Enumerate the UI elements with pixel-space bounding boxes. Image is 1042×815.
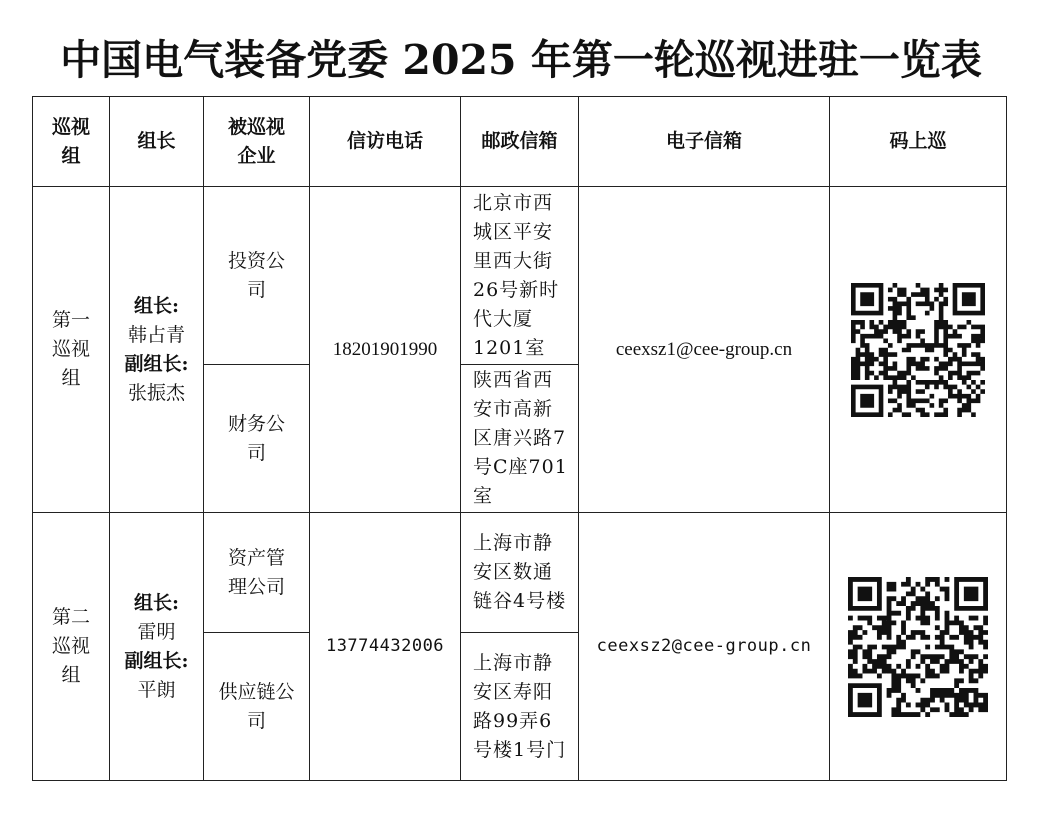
leader-label: 组长: (133, 591, 179, 614)
group-leaders (110, 187, 204, 513)
header-leader: 组长 (110, 97, 204, 187)
postal-address: 上海市静安区寿阳路99弄6号楼1号门 (461, 633, 579, 781)
deputy-label: 副组长: (124, 352, 189, 375)
header-post: 邮政信箱 (461, 97, 579, 187)
email-address: ceexsz2@cee-group.cn (579, 513, 830, 781)
header-company: 被巡视企业 (204, 97, 310, 187)
group-name: 第二巡视组 (33, 513, 110, 781)
header-group: 巡视组 (33, 97, 110, 187)
inspection-table (32, 96, 1007, 781)
company-name: 投资公司 (204, 187, 310, 365)
deputy-label: 副组长: (124, 649, 189, 672)
page-title: 中国电气装备党委 2025 年第一轮巡视进驻一览表 (60, 36, 982, 84)
leader-name: 韩占青 (127, 323, 185, 346)
group-name: 第一巡视组 (33, 187, 110, 513)
postal-address: 北京市西城区平安里西大街26号新时代大厦1201室 (461, 187, 579, 365)
deputy-name: 平朗 (137, 678, 176, 701)
leader-label: 组长: (133, 294, 179, 317)
header-row (33, 97, 1007, 187)
header-phone: 信访电话 (310, 97, 461, 187)
company-name: 供应链公司 (204, 633, 310, 781)
phone-number: 13774432006 (310, 513, 461, 781)
table-row (33, 187, 1007, 365)
qr-code-icon (848, 577, 988, 717)
postal-address: 上海市静安区数通链谷4号楼 (461, 513, 579, 633)
header-email: 电子信箱 (579, 97, 830, 187)
qr-cell (830, 513, 1007, 781)
company-name: 财务公司 (204, 365, 310, 513)
phone-number: 18201901990 (310, 187, 461, 513)
table-row (33, 513, 1007, 633)
postal-address: 陕西省西安市高新区唐兴路7号C座701室 (461, 365, 579, 513)
company-name: 资产管理公司 (204, 513, 310, 633)
group-leaders (110, 513, 204, 781)
deputy-name: 张振杰 (127, 381, 185, 404)
qr-cell (830, 187, 1007, 513)
email-address: ceexsz1@cee-group.cn (579, 187, 830, 513)
qr-code-icon (851, 283, 985, 417)
header-qr: 码上巡 (830, 97, 1007, 187)
leader-name: 雷明 (137, 620, 176, 643)
